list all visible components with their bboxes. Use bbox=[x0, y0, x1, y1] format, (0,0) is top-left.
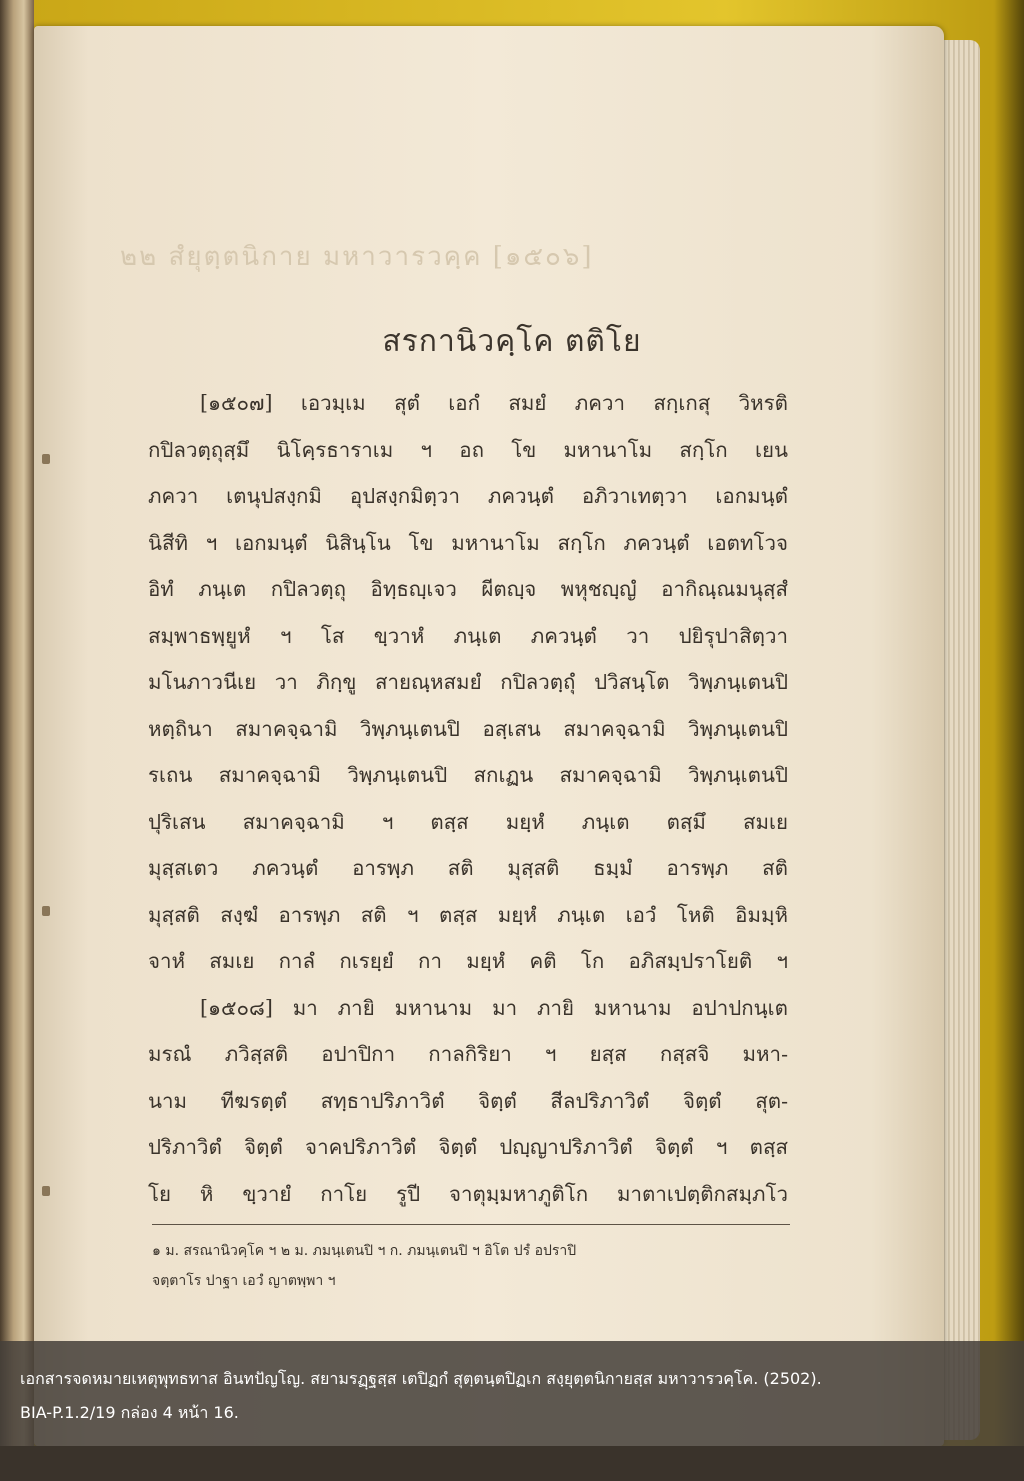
running-head-bleedthrough: ๒๒ สํยุตฺตนิกาย มหาวารวคฺค [๑๕๐๖] bbox=[120, 242, 594, 272]
footnotes bbox=[152, 1236, 792, 1296]
text-line: กปิลวตฺถุสฺมึ นิโคฺรธาราเม ฯ อถ โข มหานาโม สกฺโก เยน bbox=[148, 437, 788, 462]
text-line: มรณํ ภวิสฺสติ อปาปิกา กาลกิริยา ฯ ยสฺส กสฺสจิ มหา- bbox=[148, 1042, 788, 1066]
text-line: ปริภาวิตํ จิตฺตํ จาคปริภาวิตํ จิตฺตํ ปญฺญาปริภาวิตํ จิตฺตํ ฯ ตสฺส bbox=[148, 1135, 788, 1159]
binding-hole bbox=[42, 1186, 50, 1196]
caption-reference: BIA-P.1.2/19 กล่อง 4 หน้า 16. bbox=[20, 1403, 239, 1422]
text-line: สมฺพาธพฺยูหํ ฯ โส ขฺวาหํ ภนฺเต ภควนฺตํ วา ปยิรุปาสิตฺวา bbox=[148, 623, 788, 648]
footnote-divider bbox=[152, 1224, 790, 1225]
body-text bbox=[148, 380, 788, 1217]
text-line: มุสฺสเตว ภควนฺตํ อารพฺภ สติ มุสฺสติ ธมฺมํ อารพฺภ สติ bbox=[148, 856, 788, 880]
text-line: นาม ทีฆรตฺตํ สทฺธาปริภาวิตํ จิตฺตํ สีลปริภาวิตํ จิตฺตํ สุต- bbox=[148, 1088, 788, 1113]
page-title: สรกานิวคฺโค ตติโย bbox=[382, 324, 642, 359]
text-line: ปุริเสน สมาคจฺฉามิ ฯ ตสฺส มยฺหํ ภนฺเต ตสฺมึ สมเย bbox=[148, 809, 788, 834]
text-line: โย หิ ขฺวายํ กาโย รูปี จาตุมฺมหาภูติโก มาตาเปตฺติกสมฺภโว bbox=[148, 1181, 788, 1206]
text-line: อิทํ ภนฺเต กปิลวตฺถุ อิทฺธญฺเจว ผีตญฺจ พหุชญฺญํ อากิณฺณมนุสฺสํ bbox=[148, 577, 788, 601]
binding-hole bbox=[42, 454, 50, 464]
text-line: รเถน สมาคจฺฉามิ วิพฺภนฺเตนปิ สกเฏน สมาคจฺฉามิ วิพฺภนฺเตนปิ bbox=[148, 763, 788, 787]
text-line: ภควา เตนุปสงฺกมิ อุปสงฺกมิตฺวา ภควนฺตํ อภิวาเทตฺวา เอกมนฺตํ bbox=[148, 484, 788, 508]
text-line: [๑๕๐๘] มา ภายิ มหานาม มา ภายิ มหานาม อปาปกนฺเต bbox=[200, 995, 788, 1020]
text-line: จาหํ สมเย กาลํ กเรยฺยํ กา มยฺหํ คติ โก อภิสมฺปราโยติ ฯ bbox=[148, 949, 788, 973]
footnote-line: ๑ ม. สรณานิวคฺโค ฯ ๒ ม. ภมนฺเตนปิ ฯ ก. ภมนฺเตนปิ ฯ อิโต ปรํ อปราปิ bbox=[152, 1243, 577, 1259]
text-line: หตฺถินา สมาคจฺฉามิ วิพฺภนฺเตนปิ อสฺเสน สมาคจฺฉามิ วิพฺภนฺเตนปิ bbox=[148, 716, 788, 741]
bottom-strip bbox=[0, 1446, 1024, 1481]
footnote-line: จตฺตาโร ปาฐา เอวํ ญาตพฺพา ฯ bbox=[152, 1273, 336, 1289]
binding-hole bbox=[42, 906, 50, 916]
cover-shadow bbox=[994, 0, 1024, 1481]
text-line: มุสฺสติ สงฺฆํ อารพฺภ สติ ฯ ตสฺส มยฺหํ ภนฺเต เอวํ โหติ อิมมฺหิ bbox=[148, 902, 788, 927]
caption-text bbox=[20, 1362, 1010, 1430]
text-line: มโนภาวนีเย วา ภิกฺขู สายณฺหสมยํ กปิลวตฺถุํ ปวิสนฺโต วิพฺภนฺเตนปิ bbox=[148, 670, 788, 694]
text-line: [๑๕๐๗] เอวมฺเม สุตํ เอกํ สมยํ ภควา สกฺเกสุ วิหรติ bbox=[200, 391, 788, 415]
text-line: นิสีทิ ฯ เอกมนฺตํ นิสินฺโน โข มหานาโม สกฺโก ภควนฺตํ เอตทโวจ bbox=[148, 530, 788, 555]
left-page-edge bbox=[0, 0, 34, 1481]
caption-title: เอกสารจดหมายเหตุพุทธทาส อินทปัญโญ. สยามรฏฺฐสฺส เตปิฏกํ สุตฺตนฺตปิฏเก สงฺยุตฺตนิกายสฺส มหาวารวคฺโค. (2502). bbox=[20, 1369, 822, 1388]
